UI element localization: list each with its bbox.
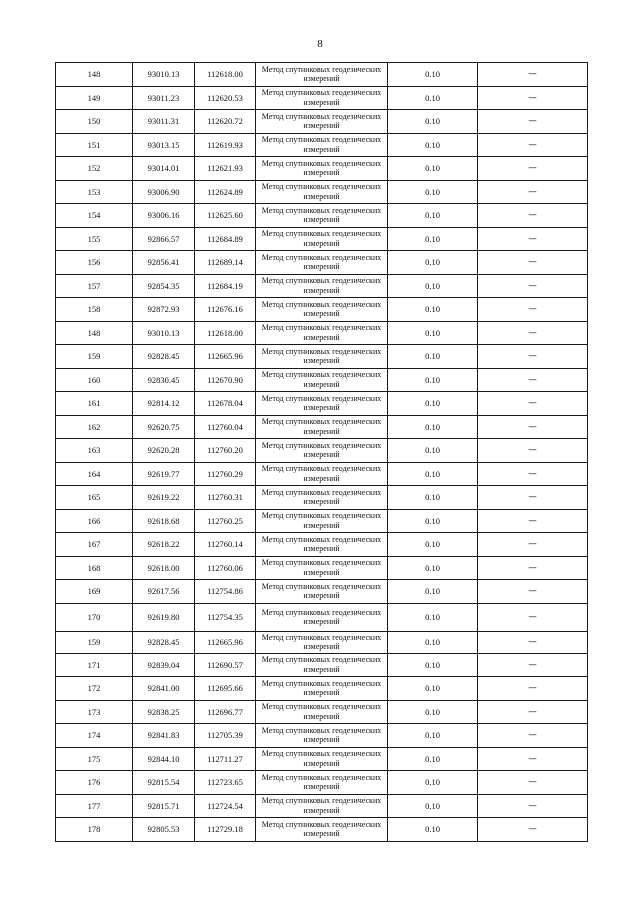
accuracy-cell: 0.10 (388, 724, 478, 748)
description-cell: — (478, 251, 588, 275)
method-cell: Метод спутниковых геодезических измерений (256, 439, 388, 463)
y-coordinate-cell: 112760.29 (195, 462, 256, 486)
table-row (56, 700, 588, 724)
point-number-cell: 149 (56, 86, 133, 110)
y-coordinate-cell: 112760.20 (195, 439, 256, 463)
x-coordinate-cell: 92619.22 (133, 486, 195, 510)
page-number: 8 (317, 38, 323, 50)
table-row (56, 677, 588, 701)
method-cell: Метод спутниковых геодезических измерений (256, 818, 388, 842)
accuracy-cell: 0.10 (388, 771, 478, 795)
x-coordinate-cell: 93013.15 (133, 133, 195, 157)
table-row (56, 747, 588, 771)
table-row (56, 509, 588, 533)
method-cell: Метод спутниковых геодезических измерений (256, 486, 388, 510)
table-row (56, 204, 588, 228)
coordinates-table (55, 62, 588, 842)
description-cell: — (478, 631, 588, 653)
method-cell: Метод спутниковых геодезических измерений (256, 556, 388, 580)
table-row (56, 298, 588, 322)
accuracy-cell: 0.10 (388, 345, 478, 369)
accuracy-cell: 0.10 (388, 63, 478, 87)
accuracy-cell: 0.10 (388, 509, 478, 533)
table-row (56, 486, 588, 510)
point-number-cell: 164 (56, 462, 133, 486)
point-number-cell: 157 (56, 274, 133, 298)
y-coordinate-cell: 112620.72 (195, 110, 256, 134)
method-cell: Метод спутниковых геодезических измерений (256, 631, 388, 653)
accuracy-cell: 0.10 (388, 392, 478, 416)
method-cell: Метод спутниковых геодезических измерений (256, 653, 388, 677)
y-coordinate-cell: 112705.39 (195, 724, 256, 748)
y-coordinate-cell: 112723.65 (195, 771, 256, 795)
description-cell: — (478, 298, 588, 322)
accuracy-cell: 0.10 (388, 747, 478, 771)
y-coordinate-cell: 112621.93 (195, 157, 256, 181)
table-row (56, 556, 588, 580)
method-cell: Метод спутниковых геодезических измерений (256, 157, 388, 181)
y-coordinate-cell: 112670.90 (195, 368, 256, 392)
description-cell: — (478, 653, 588, 677)
description-cell: — (478, 274, 588, 298)
y-coordinate-cell: 112695.66 (195, 677, 256, 701)
y-coordinate-cell: 112690.57 (195, 653, 256, 677)
x-coordinate-cell: 92866.57 (133, 227, 195, 251)
x-coordinate-cell: 92839.04 (133, 653, 195, 677)
x-coordinate-cell: 93011.23 (133, 86, 195, 110)
x-coordinate-cell: 92838.25 (133, 700, 195, 724)
method-cell: Метод спутниковых геодезических измерений (256, 724, 388, 748)
description-cell: — (478, 392, 588, 416)
point-number-cell: 167 (56, 533, 133, 557)
description-cell: — (478, 724, 588, 748)
accuracy-cell: 0.10 (388, 439, 478, 463)
y-coordinate-cell: 112689.14 (195, 251, 256, 275)
description-cell: — (478, 700, 588, 724)
accuracy-cell: 0.10 (388, 533, 478, 557)
description-cell: — (478, 509, 588, 533)
description-cell: — (478, 110, 588, 134)
point-number-cell: 178 (56, 818, 133, 842)
table-row (56, 580, 588, 604)
y-coordinate-cell: 112760.31 (195, 486, 256, 510)
table-row (56, 794, 588, 818)
x-coordinate-cell: 92828.45 (133, 345, 195, 369)
method-cell: Метод спутниковых геодезических измерений (256, 274, 388, 298)
table-row (56, 462, 588, 486)
x-coordinate-cell: 92841.83 (133, 724, 195, 748)
accuracy-cell: 0.10 (388, 556, 478, 580)
description-cell: — (478, 771, 588, 795)
point-number-cell: 152 (56, 157, 133, 181)
x-coordinate-cell: 92619.77 (133, 462, 195, 486)
accuracy-cell: 0.10 (388, 794, 478, 818)
method-cell: Метод спутниковых геодезических измерений (256, 392, 388, 416)
y-coordinate-cell: 112754.86 (195, 580, 256, 604)
y-coordinate-cell: 112684.19 (195, 274, 256, 298)
method-cell: Метод спутниковых геодезических измерений (256, 771, 388, 795)
point-number-cell: 153 (56, 180, 133, 204)
table-row (56, 63, 588, 87)
point-number-cell: 158 (56, 298, 133, 322)
accuracy-cell: 0.10 (388, 321, 478, 345)
x-coordinate-cell: 92856.41 (133, 251, 195, 275)
accuracy-cell: 0.10 (388, 580, 478, 604)
accuracy-cell: 0.10 (388, 462, 478, 486)
method-cell: Метод спутниковых геодезических измерений (256, 580, 388, 604)
x-coordinate-cell: 92805.53 (133, 818, 195, 842)
point-number-cell: 161 (56, 392, 133, 416)
point-number-cell: 155 (56, 227, 133, 251)
description-cell: — (478, 63, 588, 87)
x-coordinate-cell: 92841.00 (133, 677, 195, 701)
point-number-cell: 159 (56, 345, 133, 369)
table-row (56, 227, 588, 251)
accuracy-cell: 0.10 (388, 227, 478, 251)
x-coordinate-cell: 92620.75 (133, 415, 195, 439)
point-number-cell: 169 (56, 580, 133, 604)
method-cell: Метод спутниковых геодезических измерений (256, 700, 388, 724)
description-cell: — (478, 818, 588, 842)
table-row (56, 724, 588, 748)
method-cell: Метод спутниковых геодезических измерений (256, 462, 388, 486)
y-coordinate-cell: 112760.25 (195, 509, 256, 533)
method-cell: Метод спутниковых геодезических измерений (256, 298, 388, 322)
description-cell: — (478, 415, 588, 439)
accuracy-cell: 0.10 (388, 86, 478, 110)
description-cell: — (478, 180, 588, 204)
y-coordinate-cell: 112684.89 (195, 227, 256, 251)
method-cell: Метод спутниковых геодезических измерений (256, 747, 388, 771)
method-cell: Метод спутниковых геодезических измерений (256, 415, 388, 439)
method-cell: Метод спутниковых геодезических измерений (256, 603, 388, 631)
method-cell: Метод спутниковых геодезических измерений (256, 204, 388, 228)
accuracy-cell: 0.10 (388, 653, 478, 677)
point-number-cell: 151 (56, 133, 133, 157)
y-coordinate-cell: 112760.06 (195, 556, 256, 580)
y-coordinate-cell: 112729.18 (195, 818, 256, 842)
accuracy-cell: 0.10 (388, 368, 478, 392)
method-cell: Метод спутниковых геодезических измерений (256, 180, 388, 204)
point-number-cell: 177 (56, 794, 133, 818)
accuracy-cell: 0.10 (388, 204, 478, 228)
method-cell: Метод спутниковых геодезических измерений (256, 533, 388, 557)
accuracy-cell: 0.10 (388, 677, 478, 701)
description-cell: — (478, 321, 588, 345)
accuracy-cell: 0.10 (388, 133, 478, 157)
description-cell: — (478, 794, 588, 818)
description-cell: — (478, 345, 588, 369)
table-row (56, 321, 588, 345)
y-coordinate-cell: 112624.89 (195, 180, 256, 204)
point-number-cell: 168 (56, 556, 133, 580)
description-cell: — (478, 227, 588, 251)
table-row (56, 653, 588, 677)
x-coordinate-cell: 93006.90 (133, 180, 195, 204)
x-coordinate-cell: 93011.31 (133, 110, 195, 134)
table-row (56, 345, 588, 369)
y-coordinate-cell: 112618.00 (195, 63, 256, 87)
table-row (56, 251, 588, 275)
x-coordinate-cell: 93010.13 (133, 63, 195, 87)
coordinates-table-body (56, 63, 588, 842)
y-coordinate-cell: 112665.96 (195, 631, 256, 653)
description-cell: — (478, 133, 588, 157)
x-coordinate-cell: 92617.56 (133, 580, 195, 604)
x-coordinate-cell: 92620.28 (133, 439, 195, 463)
y-coordinate-cell: 112724.54 (195, 794, 256, 818)
x-coordinate-cell: 92872.93 (133, 298, 195, 322)
y-coordinate-cell: 112754.35 (195, 603, 256, 631)
point-number-cell: 160 (56, 368, 133, 392)
y-coordinate-cell: 112760.04 (195, 415, 256, 439)
point-number-cell: 176 (56, 771, 133, 795)
y-coordinate-cell: 112625.60 (195, 204, 256, 228)
table-row (56, 133, 588, 157)
point-number-cell: 166 (56, 509, 133, 533)
x-coordinate-cell: 93010.13 (133, 321, 195, 345)
table-row (56, 533, 588, 557)
table-row (56, 86, 588, 110)
point-number-cell: 170 (56, 603, 133, 631)
x-coordinate-cell: 92830.45 (133, 368, 195, 392)
table-row (56, 603, 588, 631)
description-cell: — (478, 368, 588, 392)
method-cell: Метод спутниковых геодезических измерений (256, 321, 388, 345)
point-number-cell: 159 (56, 631, 133, 653)
table-row (56, 771, 588, 795)
point-number-cell: 162 (56, 415, 133, 439)
x-coordinate-cell: 93014.01 (133, 157, 195, 181)
table-row (56, 392, 588, 416)
description-cell: — (478, 86, 588, 110)
accuracy-cell: 0.10 (388, 603, 478, 631)
accuracy-cell: 0.10 (388, 486, 478, 510)
x-coordinate-cell: 92619.80 (133, 603, 195, 631)
method-cell: Метод спутниковых геодезических измерений (256, 63, 388, 87)
description-cell: — (478, 439, 588, 463)
method-cell: Метод спутниковых геодезических измерений (256, 110, 388, 134)
x-coordinate-cell: 92618.00 (133, 556, 195, 580)
x-coordinate-cell: 92844.10 (133, 747, 195, 771)
x-coordinate-cell: 93006.16 (133, 204, 195, 228)
point-number-cell: 163 (56, 439, 133, 463)
point-number-cell: 148 (56, 321, 133, 345)
point-number-cell: 173 (56, 700, 133, 724)
method-cell: Метод спутниковых геодезических измерений (256, 794, 388, 818)
y-coordinate-cell: 112618.00 (195, 321, 256, 345)
accuracy-cell: 0.10 (388, 274, 478, 298)
x-coordinate-cell: 92814.12 (133, 392, 195, 416)
accuracy-cell: 0.10 (388, 298, 478, 322)
point-number-cell: 156 (56, 251, 133, 275)
accuracy-cell: 0.10 (388, 700, 478, 724)
point-number-cell: 148 (56, 63, 133, 87)
x-coordinate-cell: 92828.45 (133, 631, 195, 653)
method-cell: Метод спутниковых геодезических измерений (256, 677, 388, 701)
accuracy-cell: 0.10 (388, 818, 478, 842)
method-cell: Метод спутниковых геодезических измерений (256, 368, 388, 392)
y-coordinate-cell: 112696.77 (195, 700, 256, 724)
x-coordinate-cell: 92815.54 (133, 771, 195, 795)
table-row (56, 415, 588, 439)
accuracy-cell: 0.10 (388, 251, 478, 275)
method-cell: Метод спутниковых геодезических измерений (256, 133, 388, 157)
accuracy-cell: 0.10 (388, 157, 478, 181)
description-cell: — (478, 580, 588, 604)
table-row (56, 439, 588, 463)
table-row (56, 818, 588, 842)
y-coordinate-cell: 112620.53 (195, 86, 256, 110)
table-row (56, 110, 588, 134)
method-cell: Метод спутниковых геодезических измерений (256, 227, 388, 251)
table-row (56, 157, 588, 181)
accuracy-cell: 0.10 (388, 180, 478, 204)
y-coordinate-cell: 112711.27 (195, 747, 256, 771)
point-number-cell: 154 (56, 204, 133, 228)
y-coordinate-cell: 112760.14 (195, 533, 256, 557)
description-cell: — (478, 486, 588, 510)
description-cell: — (478, 556, 588, 580)
description-cell: — (478, 157, 588, 181)
accuracy-cell: 0.10 (388, 415, 478, 439)
description-cell: — (478, 533, 588, 557)
description-cell: — (478, 603, 588, 631)
x-coordinate-cell: 92618.68 (133, 509, 195, 533)
description-cell: — (478, 462, 588, 486)
table-row (56, 368, 588, 392)
accuracy-cell: 0.10 (388, 631, 478, 653)
point-number-cell: 171 (56, 653, 133, 677)
y-coordinate-cell: 112678.04 (195, 392, 256, 416)
point-number-cell: 174 (56, 724, 133, 748)
point-number-cell: 172 (56, 677, 133, 701)
description-cell: — (478, 677, 588, 701)
method-cell: Метод спутниковых геодезических измерений (256, 251, 388, 275)
method-cell: Метод спутниковых геодезических измерений (256, 345, 388, 369)
y-coordinate-cell: 112665.96 (195, 345, 256, 369)
point-number-cell: 165 (56, 486, 133, 510)
point-number-cell: 150 (56, 110, 133, 134)
y-coordinate-cell: 112676.16 (195, 298, 256, 322)
point-number-cell: 175 (56, 747, 133, 771)
table-row (56, 274, 588, 298)
accuracy-cell: 0.10 (388, 110, 478, 134)
method-cell: Метод спутниковых геодезических измерений (256, 86, 388, 110)
y-coordinate-cell: 112619.93 (195, 133, 256, 157)
description-cell: — (478, 747, 588, 771)
x-coordinate-cell: 92854.35 (133, 274, 195, 298)
x-coordinate-cell: 92815.71 (133, 794, 195, 818)
description-cell: — (478, 204, 588, 228)
table-row (56, 180, 588, 204)
x-coordinate-cell: 92618.22 (133, 533, 195, 557)
method-cell: Метод спутниковых геодезических измерений (256, 509, 388, 533)
table-row (56, 631, 588, 653)
